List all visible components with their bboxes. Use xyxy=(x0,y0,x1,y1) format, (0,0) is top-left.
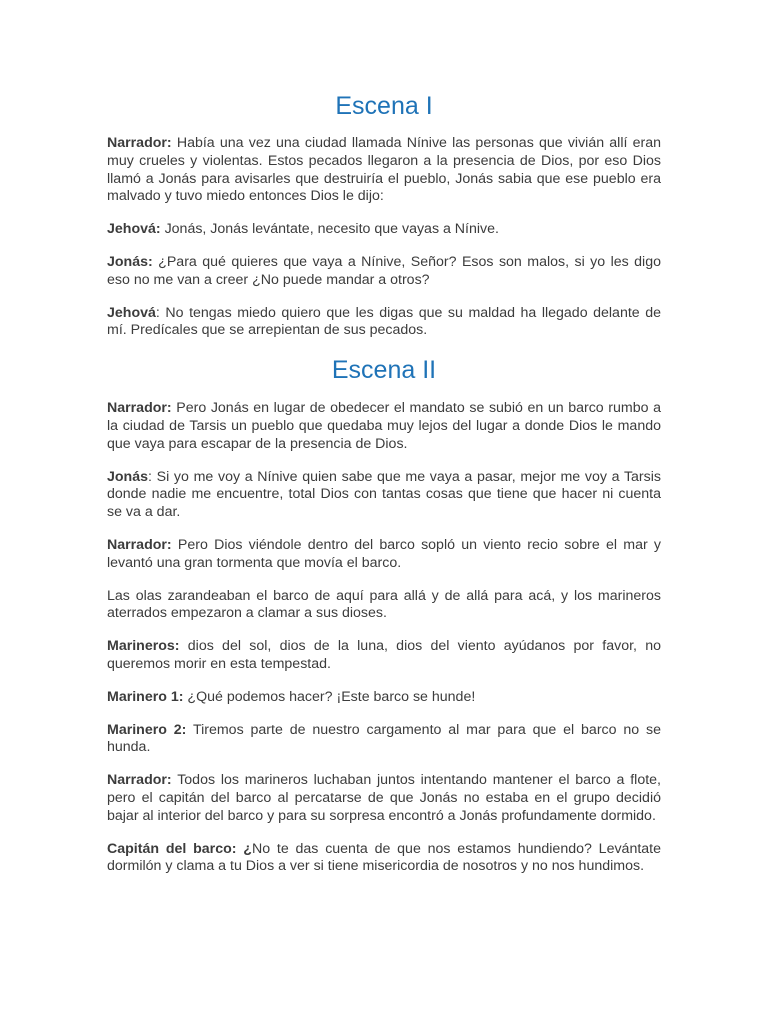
document-page xyxy=(107,90,661,891)
speaker-name: Jehová xyxy=(107,304,156,321)
speaker-name: Narrador: xyxy=(107,772,172,789)
dialogue-line xyxy=(107,221,661,239)
speaker-name: Jehová: xyxy=(107,221,161,238)
dialogue-text: Las olas zarandeaban el barco de aquí para allá y de allá para acá, y los marineros aterrados empezaron a clamar a sus dioses. xyxy=(107,587,661,622)
dialogue-text: No te das cuenta de que nos estamos hundiendo? Levántate dormilón y clama a tu Dios a ver si tiene misericordia de nosotros y no nos hundimos. xyxy=(107,840,661,875)
dialogue-line xyxy=(107,305,661,341)
dialogue-line xyxy=(107,772,661,825)
speaker-name: Narrador: xyxy=(107,536,172,553)
narration-paragraph xyxy=(107,588,661,624)
speaker-name: Marinero 1: xyxy=(107,688,184,705)
speaker-name: Jonás xyxy=(107,468,149,485)
dialogue-line xyxy=(107,638,661,674)
dialogue-line xyxy=(107,254,661,290)
scene-title: Escena I xyxy=(335,92,433,120)
speaker-name: Narrador: xyxy=(107,400,172,417)
dialogue-text: dios del sol, dios de la luna, dios del viento ayúdanos por favor, no queremos morir en esta tempestad. xyxy=(107,638,661,672)
dialogue-line xyxy=(107,135,661,206)
dialogue-text: ¿Qué podemos hacer? ¡Este barco se hunde! xyxy=(183,688,476,705)
scene-title: Escena II xyxy=(331,356,437,385)
speaker-name: Marineros: xyxy=(107,638,180,655)
speaker-name: Capitán del barco: ¿ xyxy=(107,840,252,857)
dialogue-text: : No tengas miedo quiero que les digas que su maldad ha llegado delante de mí. Predícales que se arrepientan de sus pecados. xyxy=(107,304,661,339)
dialogue-text: Todos los marineros luchaban juntos intentando mantener el barco a flote, pero el capitán del barco al percatarse de que Jonás no estaba en el grupo decidió bajar al interior del barco y para su sorpresa encontró a Jonás profundamente dormido. xyxy=(107,772,661,824)
speaker-name: Narrador: xyxy=(107,135,172,151)
dialogue-line xyxy=(107,469,661,522)
dialogue-line xyxy=(107,722,661,758)
speaker-name: Jonás: xyxy=(107,253,153,270)
dialogue-line xyxy=(107,689,661,707)
dialogue-line xyxy=(107,400,661,453)
dialogue-text: Pero Dios viéndole dentro del barco sopló un viento recio sobre el mar y levantó una gran tormenta que movía el barco. xyxy=(107,536,661,571)
dialogue-text: : Si yo me voy a Nínive quien sabe que me vaya a pasar, mejor me voy a Tarsis donde nadie me encuentre, total Dios con tantas cosas que tiene que hacer ni cuenta se va a dar. xyxy=(107,468,661,521)
speaker-name: Marinero 2: xyxy=(107,721,187,738)
dialogue-text: Tiremos parte de nuestro cargamento al mar para que el barco no se hunda. xyxy=(107,721,661,756)
dialogue-text: Pero Jonás en lugar de obedecer el mandato se subió en un barco rumbo a la ciudad de Tarsis un pueblo que quedaba muy lejos del lugar a donde Dios le mando que vaya para escapar de la presencia de Dios. xyxy=(107,400,661,452)
dialogue-line xyxy=(107,537,661,573)
dialogue-text: Jonás, Jonás levántate, necesito que vayas a Nínive. xyxy=(160,221,499,238)
dialogue-text: ¿Para qué quieres que vaya a Nínive, Señor? Esos son malos, si yo les digo eso no me van a creer ¿No puede mandar a otros? xyxy=(107,253,661,288)
dialogue-text: Había una vez una ciudad llamada Nínive las personas que vivián allí eran muy crueles y violentas. Estos pecados llegaron a la presencia de Dios, por eso Dios llamó a Jonás para avisarles que destruiría el pueblo, Jonás sabia que ese pueblo era malvado y tuvo miedo entonces Dios le dijo: xyxy=(107,135,661,205)
dialogue-line xyxy=(107,841,661,877)
